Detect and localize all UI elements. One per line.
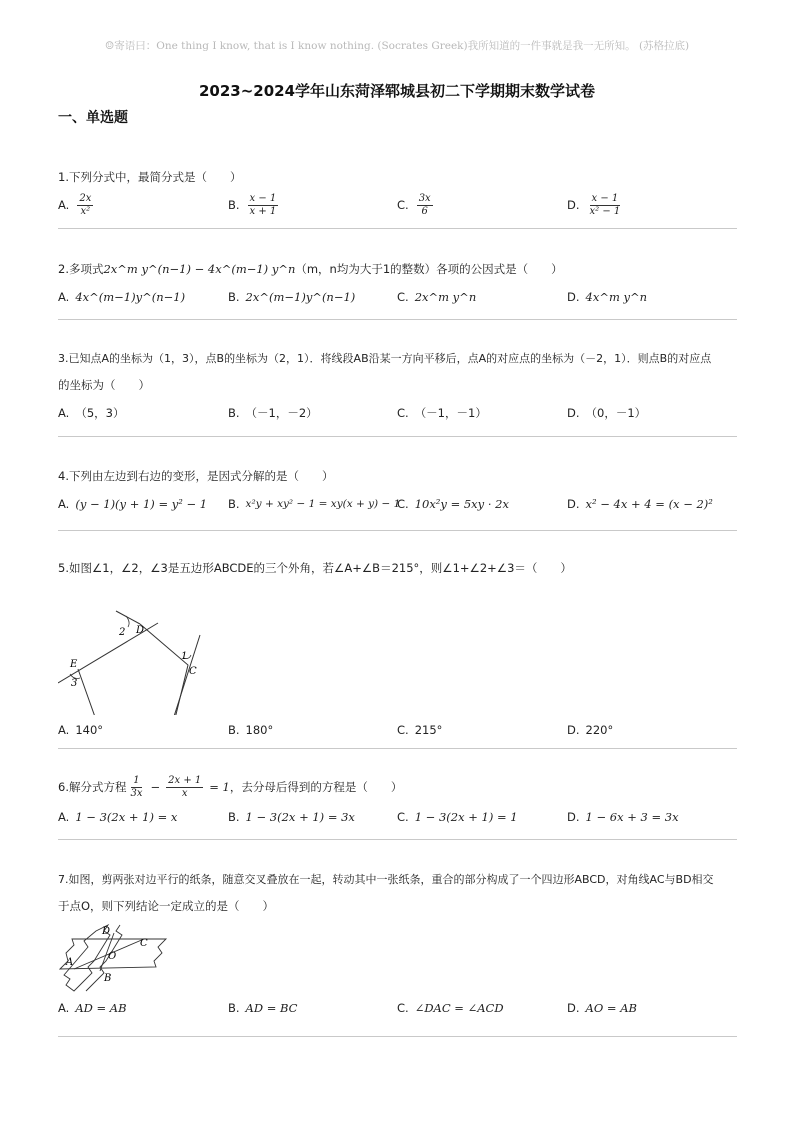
label-d: D — [136, 625, 145, 636]
option-b[interactable]: B. $\frac{x - 1}{x + 1}$ — [228, 192, 277, 217]
option-b[interactable]: B. x²y + xy² − 1 = xy(x + y) − 1 — [228, 497, 401, 511]
question-stem: 5.如图∠1，∠2，∠3是五边形ABCDE的三个外角，若∠A+∠B＝215°，则∠1+∠2+∠3＝（ ） — [58, 561, 572, 575]
label-c: C — [189, 666, 197, 677]
option-c[interactable]: C. ∠DAC = ∠ACD — [397, 1001, 504, 1015]
option-d[interactable]: D. 4x^m y^n — [567, 290, 648, 304]
option-a[interactable]: A. 1 − 3(2x + 1) = x — [58, 810, 178, 824]
option-a[interactable]: A. (y − 1)(y + 1) = y² − 1 — [58, 497, 208, 511]
question-stem-line2: 的坐标为（ ） — [58, 378, 150, 392]
label-angle-3: 3 — [71, 678, 78, 689]
question-stem-line1: 3.已知点A的坐标为（1，3），点B的坐标为（2，1）．将线段AB沿某一方向平移后，点A的对应点的坐标为（－2，1）．则点B的对应点 — [58, 352, 712, 365]
page-title: 2023~2024学年山东菏泽郓城县初二下学期期末数学试卷 — [198, 82, 596, 100]
divider — [58, 839, 737, 840]
question-7 — [58, 867, 738, 1023]
option-b[interactable]: B. 180° — [228, 723, 274, 737]
section-title: 一、单选题 — [58, 110, 128, 126]
option-c[interactable]: C. 215° — [397, 723, 443, 737]
label-d: D — [102, 926, 111, 937]
label-angle-2: 2 — [119, 627, 126, 638]
option-d[interactable]: D. 220° — [567, 723, 614, 737]
option-c[interactable]: C. 1 − 3(2x + 1) = 1 — [397, 810, 518, 824]
label-o: O — [108, 951, 117, 962]
option-a[interactable]: A. （5，3） — [58, 406, 125, 420]
motto-header: ☺寄语曰：One thing I know, that is I know nothing. (Socrates Greek)我所知道的一件事就是我一无所知。 (苏格拉底) — [104, 40, 690, 52]
option-a[interactable]: A. $\frac{2x}{\text{x²}}$ — [58, 192, 92, 217]
option-a[interactable]: A. 140° — [58, 723, 104, 737]
label-angle-1: 1 — [181, 651, 188, 662]
label-a: A — [66, 957, 74, 968]
option-b[interactable]: B. AD = BC — [228, 1001, 298, 1015]
option-c[interactable]: C. 10x²y = 5xy · 2x — [397, 497, 509, 511]
label-b: B — [104, 973, 112, 984]
option-d[interactable]: D. AO = AB — [567, 1001, 637, 1015]
option-b[interactable]: B. 2x^(m−1)y^(n−1) — [228, 290, 356, 304]
question-1 — [58, 164, 738, 220]
question-2 — [58, 256, 738, 312]
option-d[interactable]: D. $\frac{x - 1}{\text{x² − 1}}$ — [567, 192, 621, 217]
question-stem: 2.多项式2x^m y^(n−1) − 4x^(m−1) y^n（m，n均为大于1的整数）各项的公因式是（ ） — [58, 262, 563, 276]
divider — [58, 748, 737, 749]
divider — [58, 530, 737, 531]
option-b[interactable]: B. （－1，－2） — [228, 406, 318, 420]
paper-strips-figure — [58, 921, 178, 993]
question-stem: 6.解分式方程 $\frac{1}{3x}$ − $\frac{2x + 1}{x}$ = 1 ，去分母后得到的方程是（ ） — [58, 774, 403, 799]
divider — [58, 1036, 737, 1037]
option-d[interactable]: D. （0，－1） — [567, 406, 647, 420]
option-b[interactable]: B. 1 − 3(2x + 1) = 3x — [228, 810, 355, 824]
label-c: C — [140, 938, 148, 949]
pentagon-figure — [58, 585, 218, 715]
option-a[interactable]: A. 4x^(m−1)y^(n−1) — [58, 290, 186, 304]
option-d[interactable]: D. 1 − 6x + 3 = 3x — [567, 810, 679, 824]
question-5 — [58, 555, 738, 745]
divider — [58, 436, 737, 437]
option-d[interactable]: D. x² − 4x + 4 = (x − 2)² — [567, 497, 713, 511]
question-stem-line2: 于点O，则下列结论一定成立的是（ ） — [58, 899, 275, 913]
option-c[interactable]: C. $\frac{3x}{6}$ — [397, 192, 431, 217]
option-c[interactable]: C. 2x^m y^n — [397, 290, 477, 304]
label-e: E — [70, 659, 78, 670]
divider — [58, 228, 737, 229]
option-c[interactable]: C. （－1，－1） — [397, 406, 487, 420]
question-stem: 4.下列由左边到右边的变形，是因式分解的是（ ） — [58, 469, 334, 483]
option-a[interactable]: A. AD = AB — [58, 1001, 127, 1015]
question-4 — [58, 463, 738, 519]
question-stem-line1: 7.如图，剪两张对边平行的纸条，随意交叉叠放在一起，转动其中一张纸条，重合的部分构成了一个四边形ABCD，对角线AC与BD相交 — [58, 873, 714, 886]
question-stem: 1.下列分式中，最简分式是（ ） — [58, 170, 242, 184]
question-3 — [58, 346, 738, 428]
divider — [58, 319, 737, 320]
question-6 — [58, 772, 738, 832]
